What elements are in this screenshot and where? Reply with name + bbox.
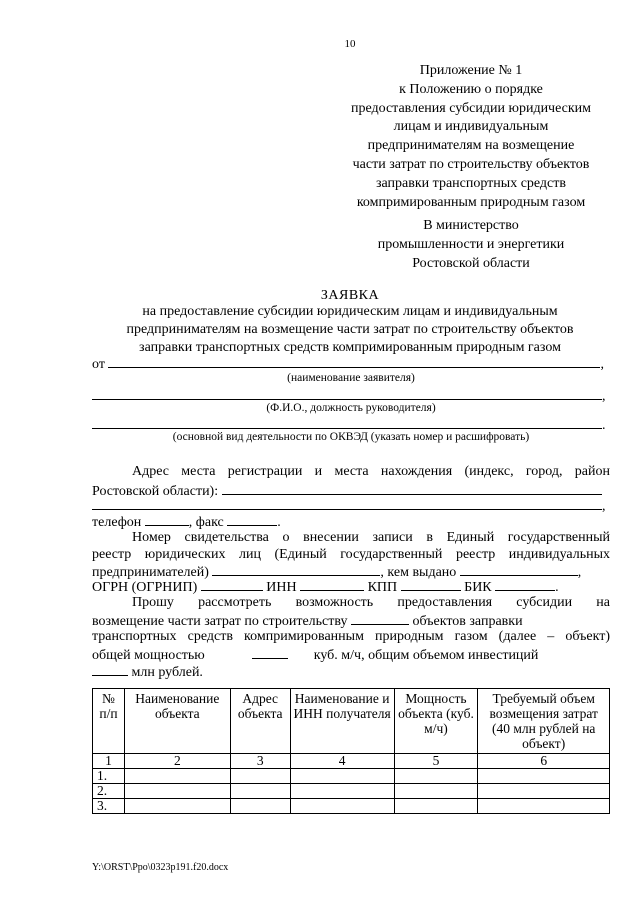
table-cell[interactable] — [394, 784, 478, 799]
investment-field[interactable] — [92, 662, 128, 676]
certificate-line-1: Номер свидетельства о внесении записи в Единый государственный — [132, 530, 610, 545]
kpp-field[interactable] — [401, 577, 461, 591]
request-text: возмещение части затрат по строительству — [92, 614, 348, 629]
period: . — [277, 515, 281, 530]
table-cell[interactable] — [290, 784, 394, 799]
table-cell[interactable] — [290, 799, 394, 814]
form-subtitle — [92, 303, 608, 357]
kpp-label: КПП — [367, 580, 398, 595]
manager-caption: (Ф.И.О., должность руководителя) — [266, 402, 436, 414]
column-number: 5 — [394, 754, 478, 769]
applicant-name-field[interactable] — [108, 354, 600, 368]
inn-field[interactable] — [300, 577, 364, 591]
col-header-address: Адрес объекта — [230, 689, 290, 754]
address-line-1: Адрес места регистрации и места нахождения (индекс, город, район — [132, 464, 610, 479]
appendix-header — [320, 62, 622, 212]
issued-by-field[interactable] — [460, 562, 578, 576]
fax-field[interactable] — [227, 512, 277, 526]
request-text: общей мощностью — [92, 648, 205, 663]
bik-label: БИК — [464, 580, 492, 595]
footer-file-path: Y:\ORST\Ppo\0323p191.f20.docx — [92, 862, 229, 873]
col-header-number: № п/п — [93, 689, 125, 754]
activity-field[interactable] — [92, 415, 602, 429]
certificate-label: предпринимателей) — [92, 565, 209, 580]
request-text: объектов заправки — [412, 614, 523, 629]
appendix-line: компримированным природным газом — [356, 194, 586, 210]
period: . — [555, 580, 559, 595]
certificate-line-2: реестр юридических лиц (Единый государственный реестр индивидуальных — [92, 547, 610, 562]
appendix-line: к Положению о порядке — [399, 81, 543, 97]
manager-field[interactable] — [92, 386, 602, 400]
table-cell[interactable] — [230, 769, 290, 784]
applicant-caption: (наименование заявителя) — [287, 372, 415, 384]
addressee-line: Ростовской области — [412, 255, 530, 271]
address-field[interactable] — [222, 481, 602, 495]
table-cell[interactable] — [290, 769, 394, 784]
comma: , — [577, 565, 582, 580]
table-column-number-row — [93, 754, 610, 769]
comma: , — [602, 389, 606, 404]
table-cell: 1. — [93, 769, 125, 784]
comma: , — [600, 357, 604, 372]
objects-table — [92, 688, 610, 814]
table-cell[interactable] — [124, 769, 230, 784]
appendix-line: предпринимателям на возмещение — [367, 138, 575, 154]
column-number: 1 — [93, 754, 125, 769]
bik-field[interactable] — [495, 577, 555, 591]
table-cell[interactable] — [230, 784, 290, 799]
column-number: 4 — [290, 754, 394, 769]
page-number: 10 — [344, 38, 356, 50]
phone-field[interactable] — [145, 512, 189, 526]
ogrn-field[interactable] — [201, 577, 263, 591]
appendix-line: предоставления субсидии юридическим — [350, 100, 592, 116]
request-line-1: Прошу рассмотреть возможность предоставления субсидии на — [132, 595, 610, 610]
certificate-number-field[interactable] — [212, 562, 380, 576]
appendix-line: лицам и индивидуальным — [393, 119, 549, 135]
addressee-block — [320, 217, 622, 273]
table-cell[interactable] — [394, 769, 478, 784]
period: . — [602, 418, 606, 433]
appendix-line: части затрат по строительству объектов — [352, 156, 590, 172]
phone-label: телефон — [92, 515, 142, 530]
request-text: куб. м/ч, общим объемом инвестиций — [313, 648, 539, 663]
request-row-5 — [92, 662, 610, 682]
col-header-reimbursement: Требуемый объем возмещения затрат (40 млн рублей на объект) — [478, 689, 610, 754]
col-header-recipient: Наименование и ИНН получателя — [290, 689, 394, 754]
table-cell[interactable] — [478, 769, 610, 784]
table-cell: 2. — [93, 784, 125, 799]
appendix-line: заправки транспортных средств — [375, 175, 566, 191]
table-cell[interactable] — [124, 799, 230, 814]
capacity-field[interactable] — [252, 645, 288, 659]
table-cell[interactable] — [124, 784, 230, 799]
table-row — [93, 784, 610, 799]
table-row — [93, 769, 610, 784]
subtitle-line: на предоставление субсидии юридическим лицам и индивидуальным — [142, 304, 558, 319]
issued-by-label: , кем выдано — [380, 565, 457, 580]
form-title: ЗАЯВКА — [320, 288, 380, 303]
inn-label: ИНН — [266, 580, 297, 595]
column-number: 6 — [478, 754, 610, 769]
fax-label: , факс — [188, 515, 224, 530]
ogrn-label: ОГРН (ОГРНИП) — [92, 580, 198, 595]
table-row — [93, 799, 610, 814]
col-header-object-name: Наименование объекта — [124, 689, 230, 754]
table-cell[interactable] — [478, 784, 610, 799]
request-line-3: транспортных средств компримированным природным газом (далее – объект) — [92, 629, 610, 644]
appendix-line: Приложение № 1 — [419, 63, 523, 78]
table-cell[interactable] — [230, 799, 290, 814]
applicant-row — [92, 354, 610, 374]
address-label: Ростовской области): — [92, 484, 219, 499]
table-cell: 3. — [93, 799, 125, 814]
column-number: 2 — [124, 754, 230, 769]
request-text: млн рублей. — [131, 665, 203, 680]
address-field-continued[interactable] — [92, 496, 602, 510]
table-cell[interactable] — [478, 799, 610, 814]
column-number: 3 — [230, 754, 290, 769]
addressee-line: В министерство — [423, 218, 519, 233]
comma: , — [602, 499, 606, 514]
col-header-capacity: Мощность объекта (куб. м/ч) — [394, 689, 478, 754]
subtitle-line: заправки транспортных средств компримированным природным газом — [139, 340, 561, 355]
subtitle-line: предпринимателям на возмещение части затрат по строительству объектов — [126, 322, 574, 337]
table-cell[interactable] — [394, 799, 478, 814]
object-count-field[interactable] — [351, 611, 409, 625]
activity-caption: (основной вид деятельности по ОКВЭД (указать номер и расшифровать) — [172, 431, 530, 443]
addressee-line: промышленности и энергетики — [377, 236, 565, 252]
table-header-row — [93, 689, 610, 754]
from-label: от — [92, 357, 105, 372]
